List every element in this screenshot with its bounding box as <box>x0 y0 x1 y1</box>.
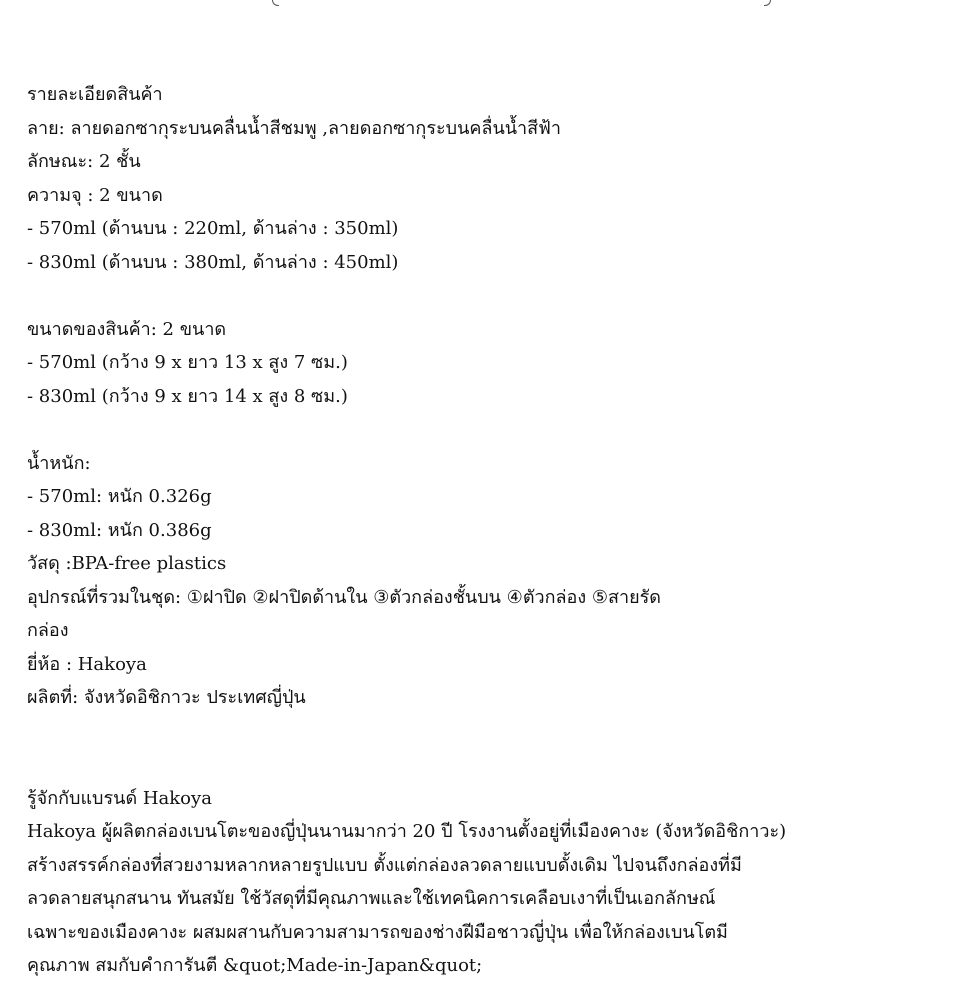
brand-text: ยี่ห้อ : Hakoya <box>27 653 147 675</box>
dimensions-heading: ขนาดของสินค้า: 2 ขนาด <box>27 318 227 340</box>
capacity-item: - 570ml (ด้านบน : 220ml, ด้านล่าง : 350ml) <box>27 218 399 239</box>
material-text: วัสดุ :BPA-free plastics <box>27 553 227 574</box>
dimension-item: - 570ml (กว้าง 9 x ยาว 13 x สูง 7 ซม.) <box>27 352 348 373</box>
about-brand-line: ลวดลายสนุกสนาน ทันสมัย ใช้วัสดุที่มีคุณภาพและใช้เทคนิคการเคลือบเงาที่เป็นเอกลักษณ์ <box>27 888 716 909</box>
spacer <box>27 413 932 447</box>
about-brand-line: Hakoya ผู้ผลิตกล่องเบนโตะของญี่ปุ่นนานมากว่า 20 ปี โรงงานตั้งอยู่ที่เมืองคางะ (จังหวัดอิชิกาวะ) <box>27 821 787 842</box>
dimension-item: - 830ml (กว้าง 9 x ยาว 14 x สูง 8 ซม.) <box>27 385 348 407</box>
about-brand-line: เฉพาะของเมืองคางะ ผสมผสานกับความสามารถของช่างฝีมือชาวญี่ปุ่น เพื่อให้กล่องเบนโตมี <box>27 921 728 943</box>
capacity-item: - 830ml (ด้านบน : 380ml, ด้านล่าง : 450ml) <box>27 251 399 273</box>
parenthesis-open-fragment <box>272 0 279 6</box>
weight-item: - 570ml: หนัก 0.326g <box>27 486 212 507</box>
weight-heading: น้ำหนัก: <box>27 452 91 474</box>
product-description <box>27 78 932 983</box>
origin-text: ผลิตที่: จังหวัดอิชิกาวะ ประเทศญี่ปุ่น <box>27 687 306 708</box>
previous-content-cutoff <box>0 0 960 8</box>
product-details-heading: รายละเอียดสินค้า <box>27 84 163 105</box>
feature-text: ลักษณะ: 2 ชั้น <box>27 151 141 172</box>
about-brand-line: สร้างสรรค์กล่องที่สวยงามหลากหลายรูปแบบ ตั้งแต่กล่องลวดลายแบบดั้งเดิม ไปจนถึงกล่องที่มี <box>27 854 742 876</box>
about-brand-heading: รู้จักกับแบรนด์ Hakoya <box>27 787 212 809</box>
included-items-text-continued: กล่อง <box>27 620 69 641</box>
pattern-text: ลาย: ลายดอกซากุระบนคลื่นน้ำสีชมพู ,ลายดอกซากุระบนคลื่นน้ำสีฟ้า <box>27 117 562 139</box>
parenthesis-close-fragment <box>764 0 771 6</box>
weight-item: - 830ml: หนัก 0.386g <box>27 519 212 541</box>
included-items-text: อุปกรณ์ที่รวมในชุด: ①ฝาปิด ②ฝาปิดด้านใน ③ตัวกล่องชั้นบน ④ตัวกล่อง ⑤สายรัด <box>27 586 661 608</box>
capacity-text: ความจุ : 2 ขนาด <box>27 184 163 206</box>
about-brand-line: คุณภาพ สมกับคำการันตี &quot;Made-in-Japan&quot; <box>27 955 483 976</box>
spacer <box>27 715 932 782</box>
spacer <box>27 279 932 313</box>
